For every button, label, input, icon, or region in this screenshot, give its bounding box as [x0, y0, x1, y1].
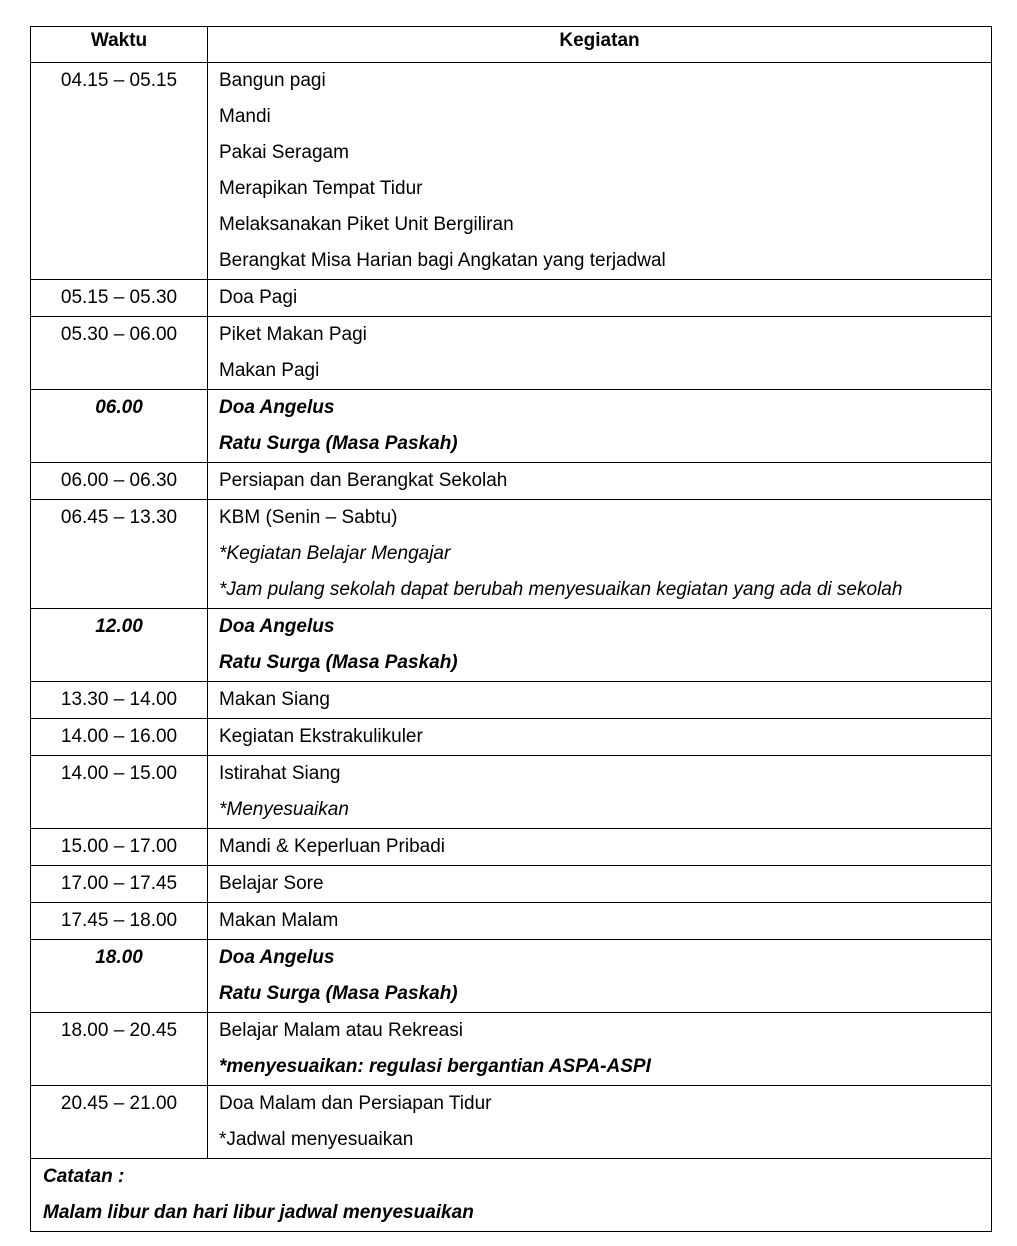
activity-item: Doa Pagi	[219, 287, 298, 308]
activity-item: Ratu Surga (Masa Paskah)	[219, 983, 458, 1004]
activity-item: KBM (Senin – Sabtu)	[219, 507, 398, 528]
time-cell	[31, 280, 208, 317]
header-row	[31, 27, 992, 63]
table-row	[31, 390, 992, 463]
time-cell	[31, 500, 208, 609]
activity-item: Persiapan dan Berangkat Sekolah	[219, 470, 508, 491]
note-cell	[31, 1159, 992, 1232]
table-row	[31, 317, 992, 390]
time-label: 17.45 – 18.00	[60, 910, 178, 931]
activity-cell	[208, 390, 992, 463]
header-time: Waktu	[31, 27, 208, 63]
activity-item: *Kegiatan Belajar Mengajar	[219, 543, 451, 564]
table-row	[31, 500, 992, 609]
activity-item: Mandi	[219, 106, 271, 127]
table-row	[31, 63, 992, 280]
time-cell	[31, 829, 208, 866]
activity-item: Doa Angelus	[219, 947, 335, 968]
time-label: 14.00 – 15.00	[60, 763, 178, 784]
activity-item: Pakai Seragam	[219, 142, 349, 163]
time-cell	[31, 1013, 208, 1086]
activity-cell	[208, 317, 992, 390]
table-row	[31, 463, 992, 500]
time-cell	[31, 719, 208, 756]
time-label: 05.15 – 05.30	[60, 287, 178, 308]
time-cell	[31, 463, 208, 500]
time-label: 20.45 – 21.00	[60, 1093, 178, 1114]
table-row	[31, 280, 992, 317]
activity-cell	[208, 63, 992, 280]
activity-item: Kegiatan Ekstrakulikuler	[219, 726, 423, 747]
table-row	[31, 1086, 992, 1159]
activity-item: Bangun pagi	[219, 70, 326, 91]
time-cell	[31, 63, 208, 280]
activity-item: Makan Pagi	[219, 360, 320, 381]
table-row	[31, 940, 992, 1013]
activity-item: Makan Siang	[219, 689, 330, 710]
activity-item: Makan Malam	[219, 910, 339, 931]
activity-item: Ratu Surga (Masa Paskah)	[219, 433, 458, 454]
note-title: Catatan :	[43, 1166, 125, 1187]
activity-item: Belajar Sore	[219, 873, 324, 894]
time-label: 05.30 – 06.00	[60, 324, 178, 345]
activity-item: *Jam pulang sekolah dapat berubah menyesuaikan kegiatan yang ada di sekolah	[219, 579, 903, 600]
note-row	[31, 1159, 992, 1232]
table-row	[31, 719, 992, 756]
time-cell	[31, 1086, 208, 1159]
activity-cell	[208, 829, 992, 866]
table-row	[31, 682, 992, 719]
activity-cell	[208, 1013, 992, 1086]
time-cell	[31, 903, 208, 940]
table-row	[31, 829, 992, 866]
activity-item: Merapikan Tempat Tidur	[219, 178, 423, 199]
activity-cell	[208, 463, 992, 500]
table-row	[31, 903, 992, 940]
activity-item: *Menyesuaikan	[219, 799, 349, 820]
time-label: 04.15 – 05.15	[60, 70, 178, 91]
activity-cell	[208, 903, 992, 940]
activity-cell	[208, 500, 992, 609]
activity-item: Melaksanakan Piket Unit Bergiliran	[219, 214, 514, 235]
time-label: 06.00	[95, 397, 143, 418]
time-cell	[31, 609, 208, 682]
time-cell	[31, 317, 208, 390]
activity-cell	[208, 940, 992, 1013]
table-row	[31, 866, 992, 903]
time-cell	[31, 756, 208, 829]
activity-item: Doa Angelus	[219, 397, 335, 418]
time-cell	[31, 390, 208, 463]
time-cell	[31, 940, 208, 1013]
time-label: 12.00	[95, 616, 143, 637]
activity-item: *menyesuaikan: regulasi bergantian ASPA-ASPI	[219, 1056, 651, 1077]
table-row	[31, 1013, 992, 1086]
table-row	[31, 609, 992, 682]
activity-cell	[208, 280, 992, 317]
activity-cell	[208, 866, 992, 903]
activity-item: Istirahat Siang	[219, 763, 341, 784]
time-label: 18.00	[95, 947, 143, 968]
time-label: 14.00 – 16.00	[60, 726, 178, 747]
activity-item: Doa Angelus	[219, 616, 335, 637]
activity-cell	[208, 682, 992, 719]
schedule-table	[30, 26, 992, 1232]
activity-item: Berangkat Misa Harian bagi Angkatan yang terjadwal	[219, 250, 666, 271]
activity-cell	[208, 1086, 992, 1159]
activity-cell	[208, 719, 992, 756]
header-activity: Kegiatan	[208, 27, 992, 63]
time-label: 06.45 – 13.30	[60, 507, 178, 528]
activity-item: *Jadwal menyesuaikan	[219, 1129, 414, 1150]
note-text: Malam libur dan hari libur jadwal menyesuaikan	[43, 1202, 474, 1223]
activity-item: Mandi & Keperluan Pribadi	[219, 836, 446, 857]
time-cell	[31, 682, 208, 719]
time-label: 13.30 – 14.00	[60, 689, 178, 710]
time-label: 17.00 – 17.45	[60, 873, 178, 894]
table-row	[31, 756, 992, 829]
activity-item: Piket Makan Pagi	[219, 324, 367, 345]
schedule-body	[31, 63, 992, 1159]
activity-item: Belajar Malam atau Rekreasi	[219, 1020, 463, 1041]
time-label: 06.00 – 06.30	[60, 470, 178, 491]
activity-item: Doa Malam dan Persiapan Tidur	[219, 1093, 492, 1114]
activity-item: Ratu Surga (Masa Paskah)	[219, 652, 458, 673]
time-label: 15.00 – 17.00	[60, 836, 178, 857]
time-cell	[31, 866, 208, 903]
activity-cell	[208, 609, 992, 682]
activity-cell	[208, 756, 992, 829]
time-label: 18.00 – 20.45	[60, 1020, 178, 1041]
